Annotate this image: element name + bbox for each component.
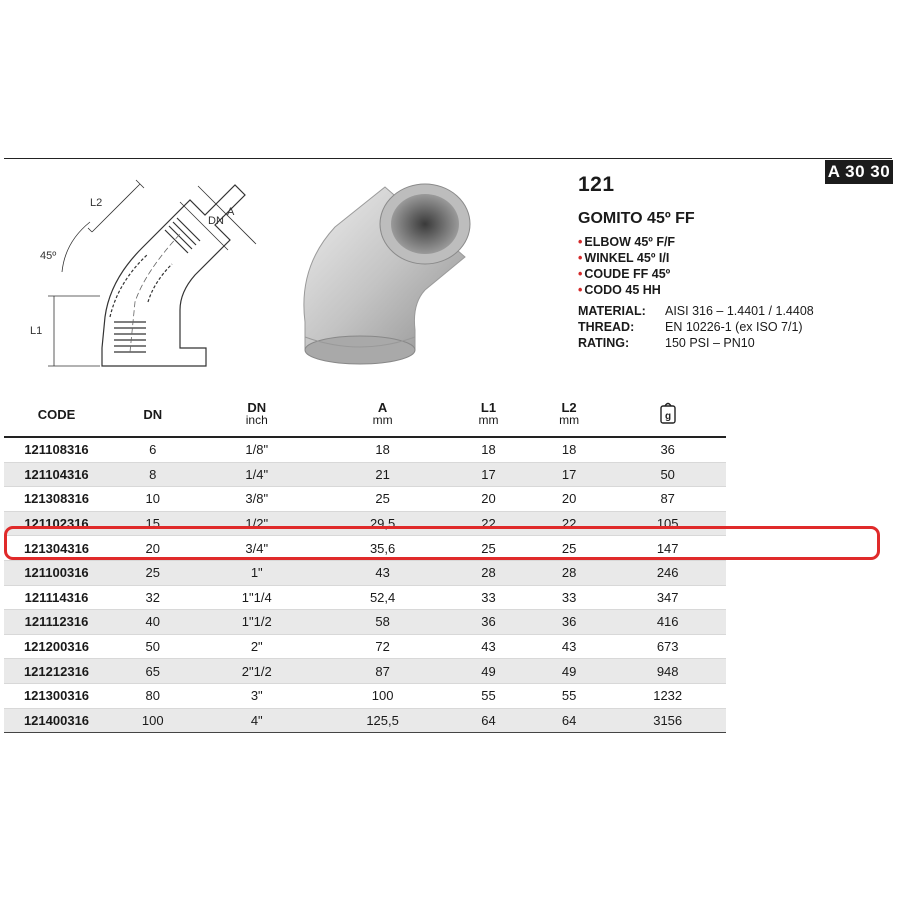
table-cell: 1/2" (196, 511, 317, 536)
name-es: • CODO 45 HH (578, 282, 888, 298)
table-row (4, 585, 726, 610)
table-cell: 28 (529, 560, 610, 585)
table-cell: 6 (109, 437, 196, 462)
table-cell: 20 (448, 487, 529, 512)
table-cell: 55 (448, 683, 529, 708)
table-cell: 64 (529, 708, 610, 733)
product-title: GOMITO 45º FF (578, 210, 695, 227)
table-cell: 20 (109, 536, 196, 561)
weight-icon (659, 401, 677, 425)
table-cell: 32 (109, 585, 196, 610)
table-cell: 43 (317, 560, 448, 585)
table-cell: 100 (317, 683, 448, 708)
table-cell: 25 (448, 536, 529, 561)
table-cell: 18 (448, 437, 529, 462)
spec-value: EN 10226-1 (ex ISO 7/1) (665, 320, 803, 334)
table-cell: 36 (448, 610, 529, 635)
table-cell: 121308316 (4, 487, 109, 512)
table-cell: 121200316 (4, 634, 109, 659)
table-cell: 2"1/2 (196, 659, 317, 684)
translated-names (578, 234, 888, 298)
table-cell: 22 (448, 511, 529, 536)
table-row (4, 462, 726, 487)
table-cell: 43 (529, 634, 610, 659)
table-cell: 10 (109, 487, 196, 512)
label-angle: 45º (40, 250, 57, 262)
label-dn: DN (208, 215, 224, 227)
col-weight (609, 392, 726, 437)
col-dn-inch: DN inch (196, 392, 317, 437)
table-cell: 15 (109, 511, 196, 536)
col-dn: DN (109, 392, 196, 437)
table-cell: 121112316 (4, 610, 109, 635)
table-cell: 1" (196, 560, 317, 585)
table-cell: 55 (529, 683, 610, 708)
table-cell: 121104316 (4, 462, 109, 487)
table-cell: 87 (317, 659, 448, 684)
table-cell: 100 (109, 708, 196, 733)
table-cell: 125,5 (317, 708, 448, 733)
table-cell: 20 (529, 487, 610, 512)
table-cell: 673 (609, 634, 726, 659)
catalog-page-badge: A 30 30 (825, 160, 893, 184)
table-cell: 33 (529, 585, 610, 610)
table-cell: 121212316 (4, 659, 109, 684)
table-cell: 1/8" (196, 437, 317, 462)
spec-value: AISI 316 – 1.4401 / 1.4408 (665, 304, 814, 318)
col-a: A mm (317, 392, 448, 437)
table-cell: 28 (448, 560, 529, 585)
table-cell: 35,6 (317, 536, 448, 561)
svg-text:g: g (664, 411, 671, 422)
table-cell: 121400316 (4, 708, 109, 733)
table-cell: 8 (109, 462, 196, 487)
table-cell: 948 (609, 659, 726, 684)
table-row (4, 634, 726, 659)
table-row (4, 659, 726, 684)
table-row (4, 487, 726, 512)
spec-label: THREAD: (578, 320, 635, 334)
table-cell: 3" (196, 683, 317, 708)
table-cell: 25 (529, 536, 610, 561)
table-cell: 64 (448, 708, 529, 733)
product-info (578, 172, 888, 351)
name-fr: • COUDE FF 45º (578, 266, 888, 282)
table-cell: 4" (196, 708, 317, 733)
spec-list (578, 303, 888, 351)
header-rule (4, 158, 892, 159)
table-cell: 52,4 (317, 585, 448, 610)
table-cell: 18 (529, 437, 610, 462)
table-cell: 25 (317, 487, 448, 512)
table-cell: 105 (609, 511, 726, 536)
product-code: 121 (578, 173, 615, 196)
table-cell: 87 (609, 487, 726, 512)
table-cell: 25 (109, 560, 196, 585)
name-en: • ELBOW 45º F/F (578, 234, 888, 250)
table-row (4, 560, 726, 585)
table-cell: 121114316 (4, 585, 109, 610)
table-cell: 1"1/2 (196, 610, 317, 635)
table-cell: 50 (109, 634, 196, 659)
table-cell: 121102316 (4, 511, 109, 536)
table-cell: 29,5 (317, 511, 448, 536)
table-row (4, 511, 726, 536)
spec-label: MATERIAL: (578, 304, 646, 318)
table-cell: 49 (529, 659, 610, 684)
table-cell: 416 (609, 610, 726, 635)
table-row (4, 536, 726, 561)
table-cell: 3/8" (196, 487, 317, 512)
spec-label: RATING: (578, 336, 630, 350)
table-cell: 3156 (609, 708, 726, 733)
table-row (4, 683, 726, 708)
technical-drawing (30, 172, 280, 377)
table-cell: 347 (609, 585, 726, 610)
label-l2: L2 (90, 197, 103, 209)
table-cell: 50 (609, 462, 726, 487)
table-cell: 49 (448, 659, 529, 684)
col-code: CODE (4, 392, 109, 437)
table-row (4, 437, 726, 462)
table-cell: 121100316 (4, 560, 109, 585)
spec-value: 150 PSI – PN10 (665, 336, 755, 350)
product-table (4, 392, 726, 733)
table-cell: 80 (109, 683, 196, 708)
table-cell: 1/4" (196, 462, 317, 487)
table-row (4, 708, 726, 733)
label-a: A (227, 206, 235, 218)
table-cell: 246 (609, 560, 726, 585)
table-header-row (4, 392, 726, 437)
col-l1: L1 mm (448, 392, 529, 437)
table-cell: 121108316 (4, 437, 109, 462)
table-cell: 40 (109, 610, 196, 635)
table-cell: 18 (317, 437, 448, 462)
table-cell: 17 (529, 462, 610, 487)
table-cell: 121304316 (4, 536, 109, 561)
table-row (4, 610, 726, 635)
table-cell: 21 (317, 462, 448, 487)
table-cell: 147 (609, 536, 726, 561)
table-cell: 1"1/4 (196, 585, 317, 610)
col-l2: L2 mm (529, 392, 610, 437)
table-cell: 36 (529, 610, 610, 635)
table-cell: 36 (609, 437, 726, 462)
table-cell: 72 (317, 634, 448, 659)
elbow-fitting-photo (290, 172, 490, 377)
table-cell: 22 (529, 511, 610, 536)
table-cell: 2" (196, 634, 317, 659)
label-l1: L1 (30, 325, 43, 337)
table-cell: 43 (448, 634, 529, 659)
table-cell: 17 (448, 462, 529, 487)
table-cell: 3/4" (196, 536, 317, 561)
table-cell: 33 (448, 585, 529, 610)
table-cell: 1232 (609, 683, 726, 708)
name-de: • WINKEL 45º I/I (578, 250, 888, 266)
table-cell: 65 (109, 659, 196, 684)
table-cell: 121300316 (4, 683, 109, 708)
table-cell: 58 (317, 610, 448, 635)
